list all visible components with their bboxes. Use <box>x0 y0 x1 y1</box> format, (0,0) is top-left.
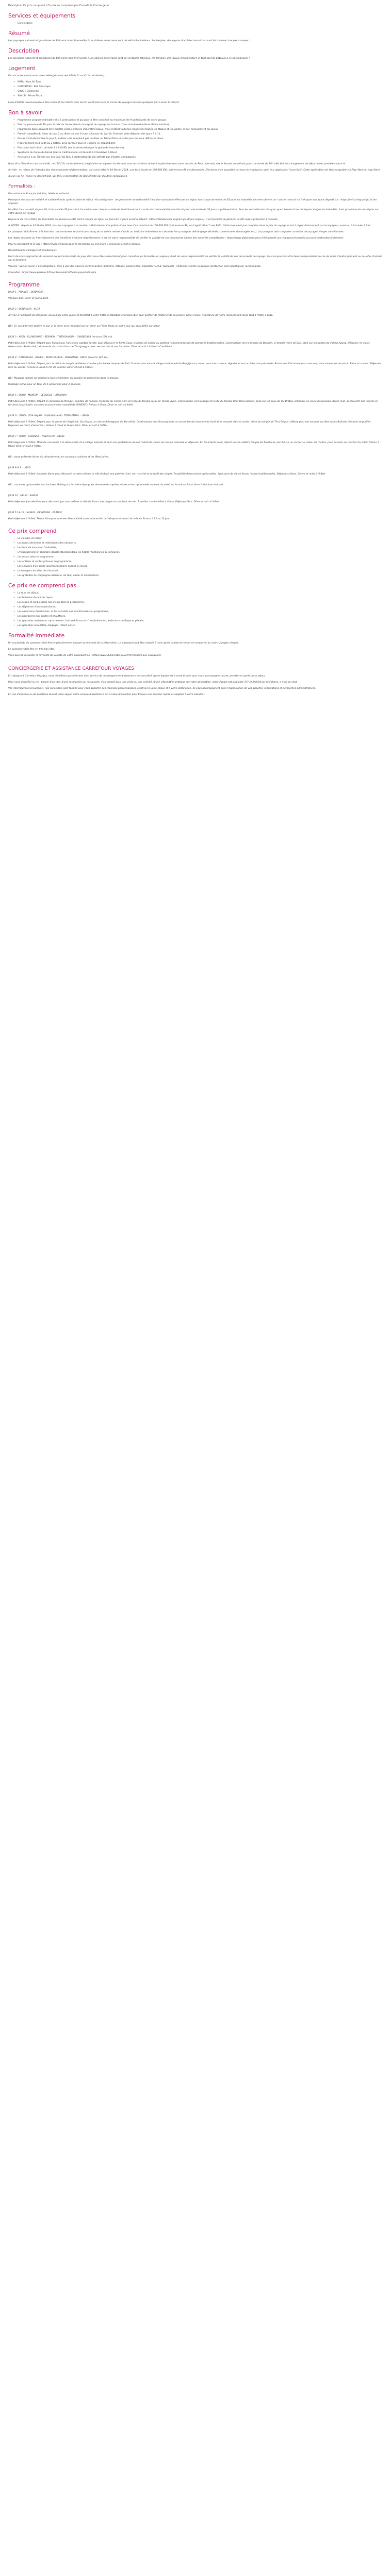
formalites-text-1: Passeport en cours de validité et valable 6 mois après la date de séjour. Visa obligatoire : les personnes de nationalité française souhaitant effectuer un séjour touristique de moins de 30 jours en Indonésie peuvent obtenir un « visa on arrival » à l'aéroport (au avant départ) sur : https://evisa.imigrasi.go.id (en anglais). <box>8 199 377 205</box>
comprend-list <box>13 537 383 578</box>
visa-text-1: Nous Visa (Bosné en tant qu'invité) : le 19/3/16, conformément à législation en vigueur localement, tous les visiteurs doivent impérativement noter au sein du Pelan (permis) aux le Nouvel an balinois pour son durée de 24h (dès 6h). Un changement de départ n'est possible ce jour-là. <box>8 163 346 165</box>
jour-title: JOUR 8 & 9 : UBUD <box>8 467 31 469</box>
bon-savoir-item: • Hébergement en 4 nuits au 2 hôtels, ainsi qu'en 2 plus en 1 heure en disponibilité. <box>13 142 383 145</box>
conciergerie-title: CONCIERGERIE ET ASSISTANCE CARREFOUR VOYAGES <box>8 666 134 671</box>
comprend-item: • Les entrées et visites prévues au programme, <box>13 560 383 564</box>
jour-text: Petit-déjeuner à l'hôtel. Départ pour Klungkung, l'ancienne capitale royale, pour découvrir le Kerta Gosa, le palais de justice au plafond richement décoré de peintures traditionnelles. Continuation vers le temple de Besakih, le temple-mère de Bali, situé sur les pentes du volcan Agung. Déjeuner en cours d'excursion. Après-midi, découverte du palais d'eau de Tirtagangga, avec ses bassins et ses fontaines. Dîner et nuit à l'hôtel à Candidasa. <box>8 342 370 348</box>
programme-title: Programme <box>8 282 40 288</box>
comprend-item: • Le vol aller et retour, <box>13 537 383 540</box>
logement-title: Logement <box>8 65 36 72</box>
visa-text-2: Arrivée : en raison de l'introduction d'une nouvelle réglementation, qui a pris effet le 14 février 2024, une taxe locale de 150 000 IDR, soit environ 9€ est demandée. Elle devra être acquittée par tous les voyageurs avec leur application "Love Bali". Cette application est téléchargeable via Play Store ou App Store. <box>8 169 381 172</box>
services-list <box>13 22 383 25</box>
conciergerie-text-2: Pour vous simplifier la vie : besoin d'un taxi, d'une réservation au restaurant, d'un conseil pour une visite ou une activité, d'une information pratique sur votre destination, notre équipe est joignable 7j/7 et 24h/24 par téléphone, e-mail ou chat. <box>8 681 298 684</box>
bon-savoir-item: • Programme proposé réalisable dès 2 participants et qui pourra être constitué au maximum de 9 participants de votre groupe. <box>13 118 383 122</box>
jour-text: Petit-déjeuner à l'hôtel. Matinée consacrée à la découverte d'un village balinais et de la vie quotidienne de ses habitants. Cours de cuisine balinaise et déjeuner. En fin d'après-midi, départ vers le célèbre temple de Tanah Lot, perché sur un rocher au milieu de l'océan, pour assister au coucher du soleil. Retour à Ubud. Dîner et nuit à l'hôtel. <box>8 442 380 448</box>
comprend-item: • Les taxes aériennes et redevances des aéroports, <box>13 541 383 545</box>
ne-comprend-item: • Les excursions facultatives, et les activités non mentionnées au programme, <box>13 610 383 614</box>
jour-note: NB : vacances optionnelles non incluses. Balting sur la rivière Ayung, en descente de rapides, et excursion optionnelle au lever du soleil sur le volcan Batur (hors frais) (non incluse). <box>8 484 224 486</box>
bon-savoir-item: • Prochain choix hôtel : période 2 à 9 (SUD) (sur la réservation par le guide de l'excellence). <box>13 146 383 150</box>
jour-title: JOUR 11 & 12 : SANUR - DENPASAR - FRANCE <box>8 512 62 514</box>
jour-title: JOUR 3 : KUTA - KLUNGKUNG - BESAKIH - TIRTAGANGGA - CANDIDASA (environ 150 km) <box>8 336 112 338</box>
comprend-item: • Les repas selon le programme, <box>13 555 383 559</box>
jour-title: JOUR 4 : CANDIDASA - KEHEN - PENGLIPURAN - KINTAMANI - UBUD (environ 145 km) <box>8 357 109 359</box>
jour-title: JOUR 10 : UBUD - SANUR <box>8 495 38 497</box>
bon-savoir-title: Bon à savoir <box>8 110 42 116</box>
ressortissants-subtitle: Ressortissants étrangers et binationaux : <box>8 249 57 252</box>
formalites-text-6: Les règles relatives au franchissement des frontières évoluent régulièrement. Il est de votre responsabilité de vérifier la validité de vos documents auprès des autorités compétentes : https://www.diplomatie.gouv.fr/fr/conseils-aux-voyageurs/conseils-par-pays-destination/indonesie/ <box>8 237 344 240</box>
formalite-immediate-text-3: Vous pouvez consulter la formalité de validité de votre passeport sur : https://www.diplomatie.gouv.fr/fr/conseils-aux-voyageurs/ <box>8 654 161 657</box>
formalite-immediate-title: Formalité immédiate <box>8 633 65 639</box>
jour-note: NB : Massage réparti sur plusieurs jours et fonction du nombre de personnes dans le groupe. <box>8 377 119 380</box>
hotel-item: • SANUR : Prime Plaza <box>13 94 383 98</box>
conciergerie-text-1: En rejoignant Carrefour Voyages, vous bénéficiez gratuitement d'un service de conciergerie et d'assistance personnalisé. Notre équipe est à votre écoute pour vous accompagner avant, pendant et après votre séjour. <box>8 675 266 677</box>
comprend-item: • Les services d'un guide local francophone durant le circuit, <box>13 565 383 568</box>
bon-savoir-item: • Programme base pouvant être modifié selon certaines impératifs locaux, mais restent toutefois respectées toutes les étapes et les visites, le bon déroulement du séjour. <box>13 128 383 131</box>
bon-savoir-item: • En cas d'arrivée tardive le jour 2, le dîner sera remplacé par un dîner au Prime Plaza un autre jour qui sera défini sur place. <box>13 137 383 141</box>
jour-text: Massage inclus pour un total de 6 personnes pour 2 séances. <box>8 383 82 386</box>
breadcrumb: Description Ce prix comprend / Ce prix ne comprend pas Formalités Conciergerie <box>8 5 109 7</box>
ne-comprend-title: Ce prix ne comprend pas <box>8 583 76 589</box>
conciergerie-text-3: Vos interlocuteurs privilégiés : nos conseillers sont formés pour vous apporter des réponses personnalisées, relatives à votre séjour et à votre destination. Ils vous accompagnent dans l'organisation de vos activités, réservations et démarches administratives. <box>8 687 316 690</box>
bon-savoir-item: • Assistance à un Travers sur des Bali, Vol Dieu à destination de Bali affecté par d'autres compagnies. <box>13 156 383 159</box>
jour-note: NB : seule présente forme du déroulement, les vacances scolaires et les fêtes juives. <box>8 456 109 459</box>
hotel-item: • KUTA : Kuta Ali Tuna <box>13 80 383 84</box>
ne-comprend-item: • Les dépenses d'ordre personnel, <box>13 605 383 609</box>
services-title: Services et équipements <box>8 13 76 19</box>
jour-text: Petit-déjeuner à l'hôtel. Temps libre pour une dernière activité avant le transfert à l'aéroport et envol. Arrivée en France à 12 ou 13 jour. <box>8 518 171 520</box>
description-text: Les paysages naturels et grandioses de Bali vont vous émerveiller ! Les rizières en terrasse sont de véritables tableaux, les temples, des joyaux d'architecture et tout sauf de bateaux à ne pas manquer ! <box>8 57 250 60</box>
comprend-item: • Les frais de visa pour l'Indonésie, <box>13 546 383 550</box>
bon-savoir-item: • Spectacle de danse du Kecak (danse traditionnelle) et déroulé à Chandiswa à Ubud. <box>13 151 383 155</box>
formalites-title: Formalités : <box>8 184 36 189</box>
comprend-title: Ce prix comprend <box>8 528 57 534</box>
logement-list <box>13 80 383 98</box>
formalites-text-5: Le passeport doit être en très bon état : de nombreux ressortissants français se voient refuser l'accès au territoire indonésien en raison de leur passeport abîmé (page déchirée, couverture endommagée, etc.). Le passeport doit comporter au moins deux pages vierges consécutives. <box>8 231 345 233</box>
ressortissants-text: Merci de vous rapprocher du consulat ou de l'ambassade du pays dont vous êtes ressortissant pour connaître les formalités en vigueur. Il est de votre responsabilité de vérifier la validité de vos documents de voyage. Nous ne pourrons être tenus responsables en cas de refus d'embarquement ou de refus d'entrée sur le territoire. <box>8 256 382 262</box>
jour-text: Petit-déjeuner à l'hôtel. Départ pour la grotte de l'éléphant, Goa Gajah, un site archéologique du XIe siècle. Continuation vers Gunung Kawi, un ensemble de monuments funéraires creusés dans la roche. Visite du temple de Tirta Empul, célèbre pour ses sources sacrées où les Balinais viennent se purifier. Déjeuner en cours d'excursion. Retour à Ubud et temps libre. Dîner et nuit à l'hôtel. <box>8 421 371 427</box>
sanitaire-text-1: Vaccins : aucun vaccin n'est obligatoire. Mise à jour des vaccins recommandés (diphtérie, tétanos, poliomyélite, hépatites A et B, typhoïde). Traitement contre la dengue (protection anti-moustiques) recommandé. <box>8 265 262 268</box>
jour-note: NB : En cas d'arrivée tardive le jour 2, le dîner sera remplacé par un dîner au Prime Plaza un autre jour qui sera défini sur place. <box>8 325 161 328</box>
logement-intro: Durant votre circuit vous serez hébergés dans des hôtels 3* ou 4* (ou similaires) : <box>8 75 106 77</box>
formalites-text-4: À NOTER : depuis le 14 février 2024, tous les voyageurs se rendant à Bali doivent s'acquitter d'une taxe d'un montant de 150.000 IDR (soit environ 9€) via l'application "Love Bali". Cette taxe n'est pas comprise dans le prix du voyage et est à régler directement par le voyageur, avant ou à l'arrivée à Bali. <box>8 225 371 227</box>
logement-note: Liste d'hôtels communiquée à titre indicatif, les hôtels vous seront confirmés dans le carnet de voyage transmis quelques jours avant le départ. <box>8 101 180 104</box>
comprend-item: • Le transport en véhicule climatisé, <box>13 569 383 573</box>
jour-text: Vol pour Bali. Dîner et nuit à bord. <box>8 297 49 300</box>
bon-savoir-item: • Prévoir complète du dîner du jour 2 au dîner du jour 6 (sauf déjeuner du jour 8). Formule petit-déjeuner des jours 9 à 11. <box>13 132 383 136</box>
hotel-item: • UBUD : Diamonds <box>13 90 383 93</box>
formalite-immediate-text-2: Le passeport doit être en très bon état. <box>8 648 55 651</box>
conciergerie-text-4: En cas d'imprévu ou de problème durant votre séjour, notre service d'assistance est à votre disposition pour trouver une solution rapide et adaptée à votre situation. <box>8 693 205 696</box>
resume-text: Les paysages naturels et grandioses de Bali vont vous émerveiller ! Les rizières en terrasse vont de véritables tableaux. les temples, des paysas d'architecture et tout sauf de bateaux à ne pas manquer ! <box>8 40 251 42</box>
formalite-immediate-text-1: Un scan/photo du passeport doit être impérativement envoyé au moment de la réservation. Le passeport doit être valable 6 mois après la date de retour et comporter au moins 2 pages vierges. <box>8 642 239 645</box>
bon-savoir-list <box>13 118 383 159</box>
hotel-item: • CANDIDASA : Bali Seascape <box>13 85 383 89</box>
jour-title: JOUR 7 : UBUD - TABANAN - TANAH LOT - UBUD <box>8 435 64 438</box>
formalites-subtitle: Ressortissants Français (adultes, bébés et enfants) : <box>8 193 71 195</box>
ne-comprend-item: • Les boissons durant les repas, <box>13 596 383 600</box>
sanitaire-text-2: Consultez : https://www.pasteur.fr/fr/centre-medical/fiches-pays/indonesie <box>8 272 96 274</box>
jour-text: Petit-déjeuner. Journée libre pour découvrir par vous-même la ville de Sanur, ses plages et son front de mer. Transfert à votre hôtel à Sanur. Déjeuner libre. Dîner et nuit à l'hôtel. <box>8 501 220 503</box>
programme-list <box>8 291 383 521</box>
ne-comprend-item: • Les garanties annulation, bagages, retard aérien. <box>13 624 383 628</box>
jour-text: Petit-déjeuner à l'hôtel. Départ pour la visite du temple de Kehen, l'un des plus beaux temples de Bali. Continuation vers le village traditionnel de Penglipuran, connu pour ses maisons alignées et son architecture préservée. Route vers Kintamani pour une vue panoramique sur le volcan Batur et son lac. Déjeuner face au volcan. Arrivée à Ubud en fin de journée. Dîner et nuit à l'hôtel. <box>8 363 381 369</box>
jour-text: Petit-déjeuner à l'hôtel. Journées libres pour découvrir à votre rythme la ville d'Ubud, ses galeries d'art, son marché et sa forêt des singes. Possibilité d'excursions optionnelles. Spectacle de danse Kecak (danse traditionnelle). Déjeuners libres. Dîners et nuits à l'hôtel. <box>8 473 326 476</box>
jour-title: JOUR 6 : UBUD - GOA GAJAH - GUNUNG KAWI - TIRTA EMPUL - UBUD <box>8 415 89 417</box>
jour-title: JOUR 1 : FRANCE - DENPASAR <box>8 291 44 294</box>
ne-comprend-item: • Les garanties assistance, rapatriement, frais médicaux et d'hospitalisation, assistance juridique et pénale, <box>13 619 383 623</box>
description-title: Description <box>8 48 39 54</box>
comprend-item: • Les gratuités de compagnie aérienne, de tour leader et d'assistance. <box>13 574 383 578</box>
ne-comprend-item: • Les repas et les boissons non inclus dans le programme, <box>13 601 383 604</box>
ne-comprend-item: • Les pourboires aux guides et chauffeurs, <box>13 615 383 618</box>
jour-text: Petit-déjeuner à l'hôtel. Départ en direction de Mengwi, capitale de l'ancien royaume du même nom et visite du temple royal de Taman Ayun. Continuation vers Bedugul et visite du temple Ulun Danu Bratan, posé sur les eaux du lac Bratan. Déjeuner en cours d'excursion. Après-midi, découverte des rizières en terrasse de Jatiluwih, classées au patrimoine mondial de l'UNESCO. Retour à Ubud. Dîner et nuit à l'hôtel. <box>8 400 378 406</box>
service-item: • Conciergerie <box>13 22 383 25</box>
formalites-text-3: Depuis le 28 mars 2023, les formalités de douane (e-CD) sont à remplir en ligne, au plus tard 3 jours avant le départ : https://allindonesia.imigrasi.go.id/ (en anglais). Il est possible de générer un QR code à présenter à l'arrivée. <box>8 218 279 221</box>
jour-title: JOUR 5 : UBUD - MENGWI - BEDUGUL - JATILUWIH <box>8 394 67 397</box>
jour-title: JOUR 2 : DENPASAR - KUTA <box>8 308 40 311</box>
bon-savoir-item: • Prix par personne de 1h pour le prix de l'ensemble du transport du voyage sur la base d'une chambre double et Bali (chambre). <box>13 123 383 127</box>
ne-comprend-item: • La taxe de séjour, <box>13 591 383 595</box>
ne-comprend-list <box>13 591 383 628</box>
formalites-text-2: Un délai dans au-delà du jour 30, il est valable 30 jours et à l'occasion avec chaque arrivée de territoire et tout cas de visa renouvelable une fois et pour une durée de 30 jours supplémentaires. Pour les ressortissants français ayant besoin d'une durée plus longue en Indonésie, il est prochaine de renseigner sur votre durée de voyage. <box>8 209 379 215</box>
comprend-item: • L'hébergement en chambre double standard dans les hôtels mentionnés ou similaires, <box>13 551 383 554</box>
jour-text: Arrivée à l'aéroport de Denpasar, accueil par votre guide et transfert à votre hôtel. Installation et temps libre pour profiter de l'hôtel et de sa piscine. Dîner inclus. Assistance de notre représentant local. Nuit à l'hôtel à Kuta. <box>8 314 273 317</box>
visa-text-3: Aucun vol Air France ne dessert Bali. Vol Dieu à destination de Bali affecté par d'autres compagnies. <box>8 175 128 178</box>
formalites-text-7: Pour le passeport et le visa : https://evisa.imigrasi.go.id (à demander au minimum 2 semaines avant le départ) <box>8 243 140 246</box>
page-content <box>0 0 391 699</box>
resume-title: Résumé <box>8 30 30 37</box>
